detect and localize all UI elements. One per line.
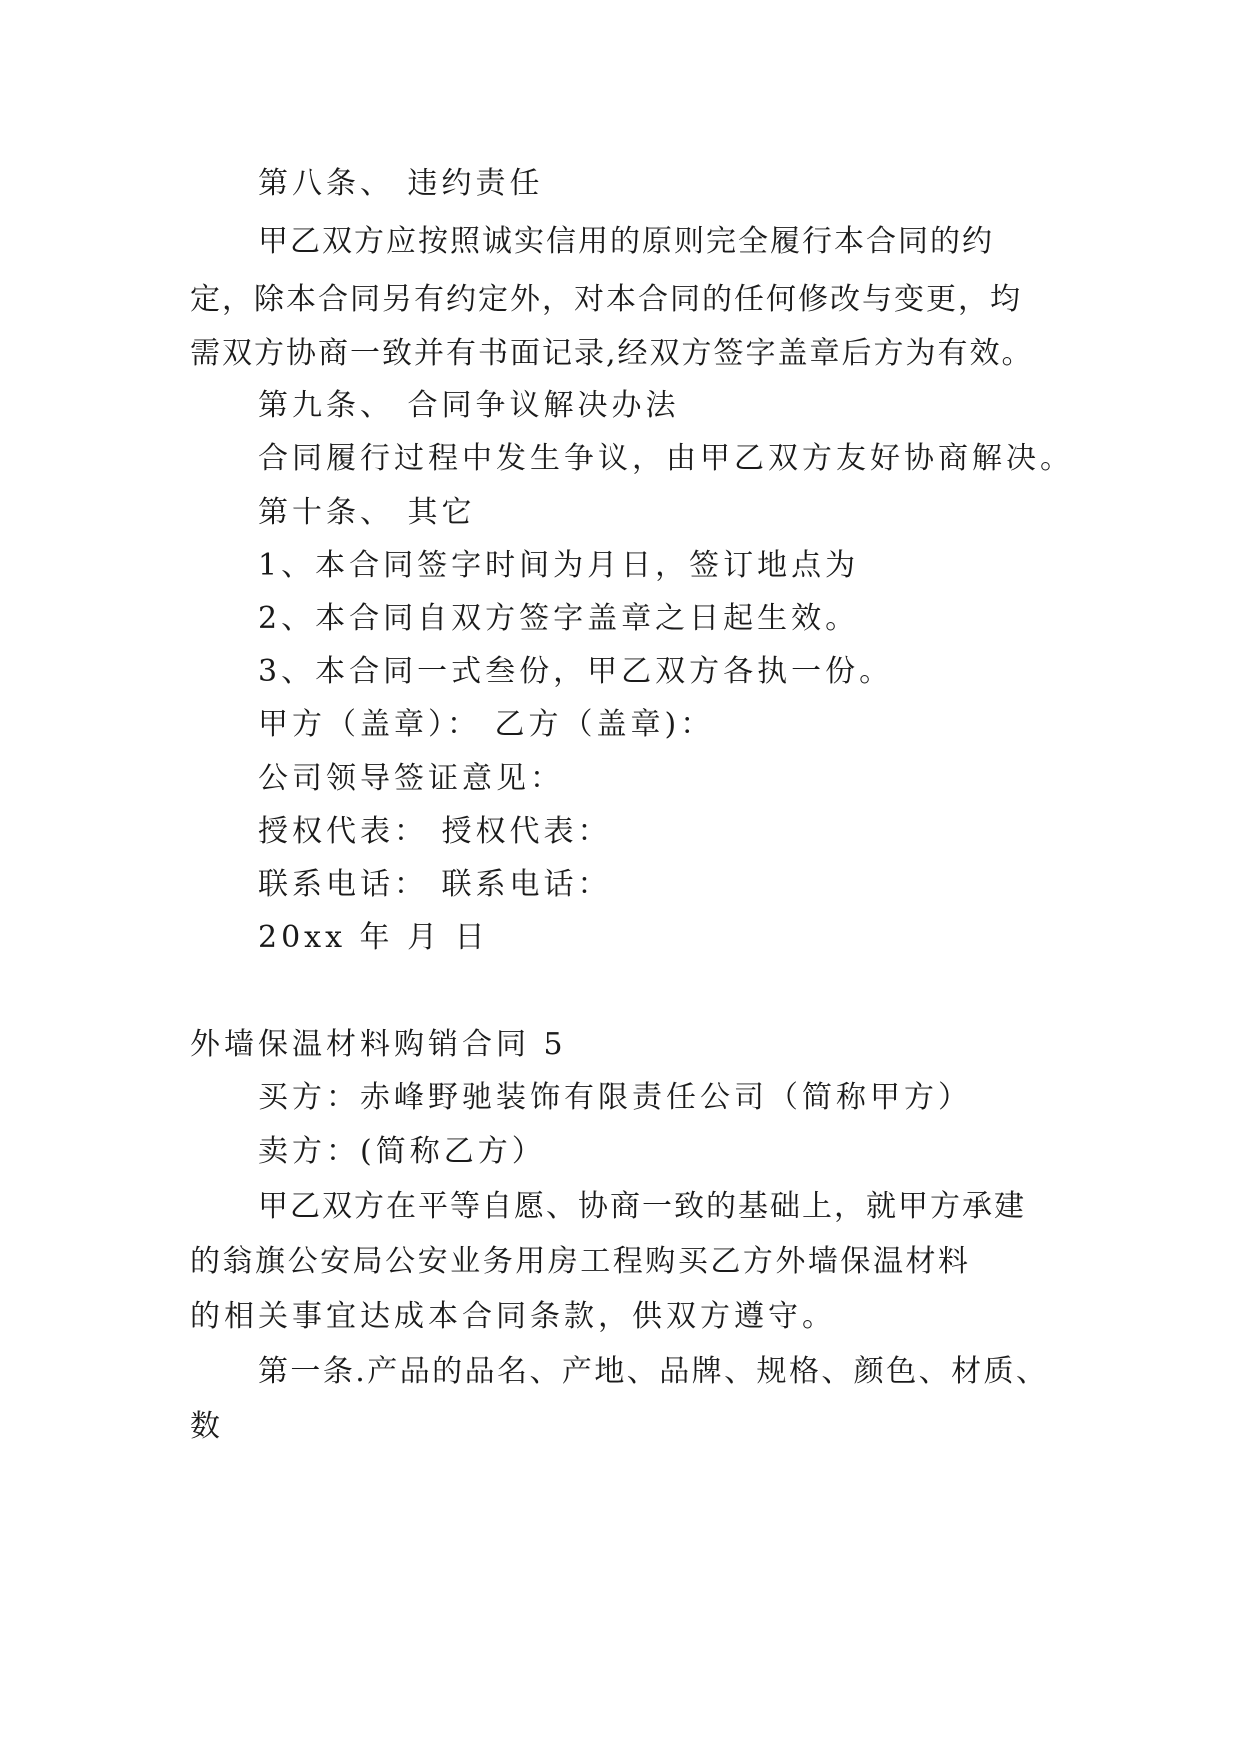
list-item: 3、本合同一式叁份，甲乙双方各执一份。: [258, 654, 894, 689]
list-item: 2、本合同自双方签字盖章之日起生效。: [258, 601, 860, 636]
paragraph-line: 定，除本合同另有约定外，对本合同的任何修改与变更，均: [190, 282, 1022, 317]
paragraph-line: 甲乙双方在平等自愿、协商一致的基础上，就甲方承建: [258, 1189, 1026, 1224]
article-8-heading: 第八条、 违约责任: [258, 166, 544, 201]
signature-line: 甲方（盖章）： 乙方（盖章)：: [258, 707, 715, 742]
paragraph-line: 的相关事宜达成本合同条款，供双方遵守。: [190, 1299, 836, 1334]
paragraph-line: 数: [190, 1409, 224, 1444]
paragraph-line: 甲乙双方应按照诚实信用的原则完全履行本合同的约: [258, 224, 994, 259]
list-item: 1、本合同签字时间为月日，签订地点为: [258, 548, 860, 583]
signature-line: 公司领导签证意见：: [258, 761, 564, 796]
buyer-line: 买方：赤峰野驰装饰有限责任公司（简称甲方）: [258, 1080, 972, 1115]
paragraph-line: 合同履行过程中发生争议，由甲乙双方友好协商解决。: [258, 441, 1074, 476]
signature-line: 授权代表： 授权代表：: [258, 814, 612, 849]
article-10-heading: 第十条、 其它: [258, 495, 476, 530]
paragraph-line: 的翁旗公安局公安业务用房工程购买乙方外墙保温材料: [190, 1244, 970, 1279]
signature-line: 联系电话： 联系电话：: [258, 867, 612, 902]
date-line: 20xx 年 月 日: [258, 920, 489, 955]
seller-line: 卖方：(简称乙方）: [258, 1134, 546, 1169]
contract-title: 外墙保温材料购销合同 5: [190, 1027, 567, 1062]
article-1-heading: 第一条.产品的品名、产地、品牌、规格、颜色、材质、: [258, 1354, 1048, 1389]
article-9-heading: 第九条、 合同争议解决办法: [258, 388, 680, 423]
paragraph-line: 需双方协商一致并有书面记录,经双方签字盖章后方为有效。: [190, 336, 1034, 371]
